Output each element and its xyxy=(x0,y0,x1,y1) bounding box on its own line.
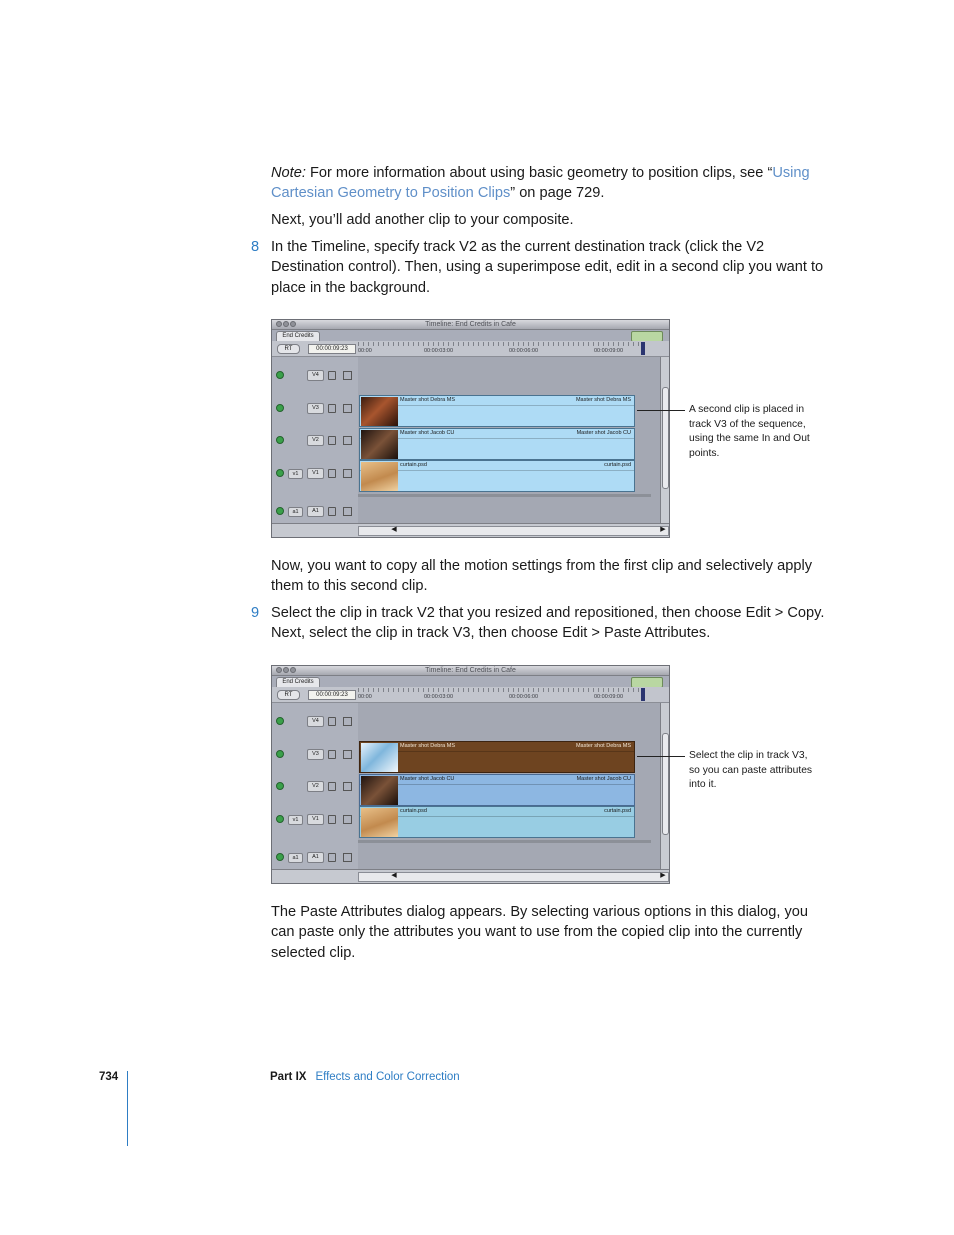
video-audio-divider[interactable] xyxy=(358,494,651,497)
lock-icon[interactable] xyxy=(328,507,336,516)
step-8-text: In the Timeline, specify track V2 as the current destination track (click the V2 Destination control). Then, using a superimpose edit, edit in a second clip you want to place in the background. xyxy=(271,239,824,296)
step-number-9: 9 xyxy=(251,605,260,621)
track-visibility-icon[interactable] xyxy=(276,782,284,790)
timecode-field[interactable]: 00:00:09:23 xyxy=(308,344,356,354)
footer-section-title: Effects and Color Correction xyxy=(315,1071,460,1083)
track-button-v2[interactable]: V2 xyxy=(307,781,324,792)
clip-thumbnail xyxy=(361,743,398,772)
auto-select-icon[interactable] xyxy=(343,507,352,516)
lock-icon[interactable] xyxy=(328,717,336,726)
video-audio-divider[interactable] xyxy=(358,840,651,843)
clip-v1-curtain[interactable] xyxy=(359,460,635,492)
speaker-icon[interactable] xyxy=(276,853,284,861)
clip-name-bar xyxy=(360,461,634,471)
window-titlebar xyxy=(272,320,669,330)
note-text-before: For more information about using basic geometry to position clips, see “ xyxy=(305,165,773,181)
ruler-tick-label: 00:00:06:00 xyxy=(509,348,539,354)
clip-name-left: Master shot Jacob CU xyxy=(400,776,455,782)
rt-popup-button[interactable]: RT xyxy=(277,690,300,700)
timeline-bottom-bar xyxy=(272,523,669,537)
track-headers xyxy=(272,357,359,523)
figure-2-callout: Select the clip in track V3, so you can paste attributes into it. xyxy=(689,750,813,791)
footer-part-label: Part IX xyxy=(270,1071,307,1083)
clip-name-right: Master shot Jacob CU xyxy=(576,776,631,782)
ruler-tick-label: 00:00 xyxy=(358,694,372,700)
lock-icon[interactable] xyxy=(328,404,336,413)
clip-v1-curtain[interactable] xyxy=(359,806,635,838)
clip-v2-jacob[interactable] xyxy=(359,428,635,460)
track-visibility-icon[interactable] xyxy=(276,815,284,823)
track-button-a1[interactable]: A1 xyxy=(307,506,324,517)
footer-rule xyxy=(127,1071,128,1146)
source-control-a1[interactable]: a1 xyxy=(288,507,303,517)
ruler-tick-label: 00:00:09:00 xyxy=(594,694,624,700)
copy-paragraph: Now, you want to copy all the motion settings from the first clip and selectively apply them to this second clip. xyxy=(271,558,813,595)
callout-line xyxy=(637,756,685,757)
track-button-v1[interactable]: V1 xyxy=(307,468,324,479)
auto-select-icon[interactable] xyxy=(343,404,352,413)
clip-name-bar xyxy=(360,429,634,439)
clip-thumbnail xyxy=(361,397,398,426)
clip-v2-jacob[interactable] xyxy=(359,774,635,806)
clip-name-bar xyxy=(360,742,634,752)
sequence-tab[interactable]: End Credits xyxy=(276,677,320,687)
figure-1-callout: A second clip is placed in track V3 of the sequence, using the same In and Out points. xyxy=(689,404,810,459)
ruler-tick-label: 00:00:06:00 xyxy=(509,694,539,700)
clip-name-left: curtain.psd xyxy=(400,462,427,468)
note-text-after: ” on page 729. xyxy=(510,185,605,202)
footer-section xyxy=(270,1071,460,1083)
clip-name-bar xyxy=(360,775,634,785)
track-area xyxy=(358,357,660,523)
track-visibility-icon[interactable] xyxy=(276,404,284,412)
window-title: Timeline: End Credits in Cafe xyxy=(425,667,516,674)
auto-select-icon[interactable] xyxy=(343,853,352,862)
track-button-a1[interactable]: A1 xyxy=(307,852,324,863)
cross-reference-link[interactable]: Using Cartesian Geometry to Position Clips xyxy=(271,165,810,202)
clip-v3-debra-selected[interactable] xyxy=(359,741,635,773)
track-button-v2[interactable]: V2 xyxy=(307,435,324,446)
clip-name-left: Master shot Debra MS xyxy=(400,743,456,749)
scroll-thumb[interactable] xyxy=(662,387,669,489)
clip-v3-debra[interactable] xyxy=(359,395,635,427)
auto-select-icon[interactable] xyxy=(343,782,352,791)
step-number-8: 8 xyxy=(251,239,260,255)
timeline-control-bar xyxy=(272,687,669,703)
track-area xyxy=(358,703,660,869)
source-control-a1[interactable]: a1 xyxy=(288,853,303,863)
window-title: Timeline: End Credits in Cafe xyxy=(425,321,516,328)
lock-icon[interactable] xyxy=(328,371,336,380)
clip-name-left: Master shot Debra MS xyxy=(400,397,456,403)
step-9-text: Select the clip in track V2 that you resized and repositioned, then choose Edit > Copy. Next, select the clip in track V3, then choose Edit > Paste Attributes. xyxy=(271,605,825,642)
clip-name-right: Master shot Jacob CU xyxy=(576,430,631,436)
playhead-marker[interactable] xyxy=(641,688,645,701)
time-ruler[interactable] xyxy=(358,688,639,700)
dialog-paragraph: The Paste Attributes dialog appears. By selecting various options in this dialog, you can paste only the attributes you want to use from the copied clip into the currently selected clip. xyxy=(271,904,809,961)
timeline-control-bar xyxy=(272,341,669,357)
timecode-field[interactable]: 00:00:09:23 xyxy=(308,690,356,700)
auto-select-icon[interactable] xyxy=(343,815,352,824)
playhead-marker[interactable] xyxy=(641,342,645,355)
clip-thumbnail xyxy=(361,430,398,459)
note-paragraph xyxy=(271,163,831,204)
clip-name-right: Master shot Debra MS xyxy=(575,743,631,749)
speaker-icon[interactable] xyxy=(276,507,284,515)
ruler-tick-label: 00:00:09:00 xyxy=(594,348,624,354)
clip-thumbnail xyxy=(361,462,398,491)
timeline-figure-1 xyxy=(271,319,670,538)
clip-name-right: curtain.psd xyxy=(604,462,631,468)
window-titlebar xyxy=(272,666,669,676)
clip-name-left: curtain.psd xyxy=(400,808,427,814)
vertical-scrollbar[interactable] xyxy=(660,357,669,523)
auto-select-icon[interactable] xyxy=(343,469,352,478)
scroll-right-icon[interactable]: ▶ xyxy=(660,872,666,879)
track-visibility-icon[interactable] xyxy=(276,469,284,477)
auto-select-icon[interactable] xyxy=(343,371,352,380)
callout-line xyxy=(637,410,685,411)
track-visibility-icon[interactable] xyxy=(276,750,284,758)
clip-name-bar xyxy=(360,807,634,817)
horizontal-scrollbar[interactable] xyxy=(358,872,669,882)
track-visibility-icon[interactable] xyxy=(276,436,284,444)
track-visibility-icon[interactable] xyxy=(276,371,284,379)
vertical-scrollbar[interactable] xyxy=(660,703,669,869)
next-paragraph: Next, you’ll add another clip to your composite. xyxy=(271,212,574,228)
time-ruler[interactable] xyxy=(358,342,639,354)
note-label: Note: xyxy=(271,165,306,181)
lock-icon[interactable] xyxy=(328,815,336,824)
scroll-left-icon[interactable]: ◀ xyxy=(391,526,397,533)
track-headers xyxy=(272,703,359,869)
track-button-v4[interactable]: V4 xyxy=(307,370,324,381)
clip-thumbnail xyxy=(361,808,398,837)
clip-thumbnail xyxy=(361,776,398,805)
ruler-tick-label: 00:00 xyxy=(358,348,372,354)
clip-name-right: Master shot Debra MS xyxy=(575,397,631,403)
ruler-tick-label: 00:00:03:00 xyxy=(424,348,454,354)
horizontal-scrollbar[interactable] xyxy=(358,526,669,536)
auto-select-icon[interactable] xyxy=(343,750,352,759)
clip-name-bar xyxy=(360,396,634,406)
track-button-v3[interactable]: V3 xyxy=(307,403,324,414)
track-button-v1[interactable]: V1 xyxy=(307,814,324,825)
track-button-v3[interactable]: V3 xyxy=(307,749,324,760)
sequence-tab[interactable]: End Credits xyxy=(276,331,320,341)
clip-name-right: curtain.psd xyxy=(604,808,631,814)
scroll-right-icon[interactable]: ▶ xyxy=(660,526,666,533)
scroll-thumb[interactable] xyxy=(662,733,669,835)
source-control-v1[interactable]: v1 xyxy=(288,469,303,479)
track-visibility-icon[interactable] xyxy=(276,717,284,725)
source-control-v1[interactable]: v1 xyxy=(288,815,303,825)
lock-icon[interactable] xyxy=(328,750,336,759)
lock-icon[interactable] xyxy=(328,469,336,478)
rt-popup-button[interactable]: RT xyxy=(277,344,300,354)
track-button-v4[interactable]: V4 xyxy=(307,716,324,727)
auto-select-icon[interactable] xyxy=(343,436,352,445)
scroll-left-icon[interactable]: ◀ xyxy=(391,872,397,879)
clip-name-left: Master shot Jacob CU xyxy=(400,430,455,436)
lock-icon[interactable] xyxy=(328,853,336,862)
page-number: 734 xyxy=(99,1071,119,1083)
timeline-figure-2 xyxy=(271,665,670,884)
lock-icon[interactable] xyxy=(328,782,336,791)
lock-icon[interactable] xyxy=(328,436,336,445)
ruler-tick-label: 00:00:03:00 xyxy=(424,694,454,700)
auto-select-icon[interactable] xyxy=(343,717,352,726)
timeline-bottom-bar xyxy=(272,869,669,883)
